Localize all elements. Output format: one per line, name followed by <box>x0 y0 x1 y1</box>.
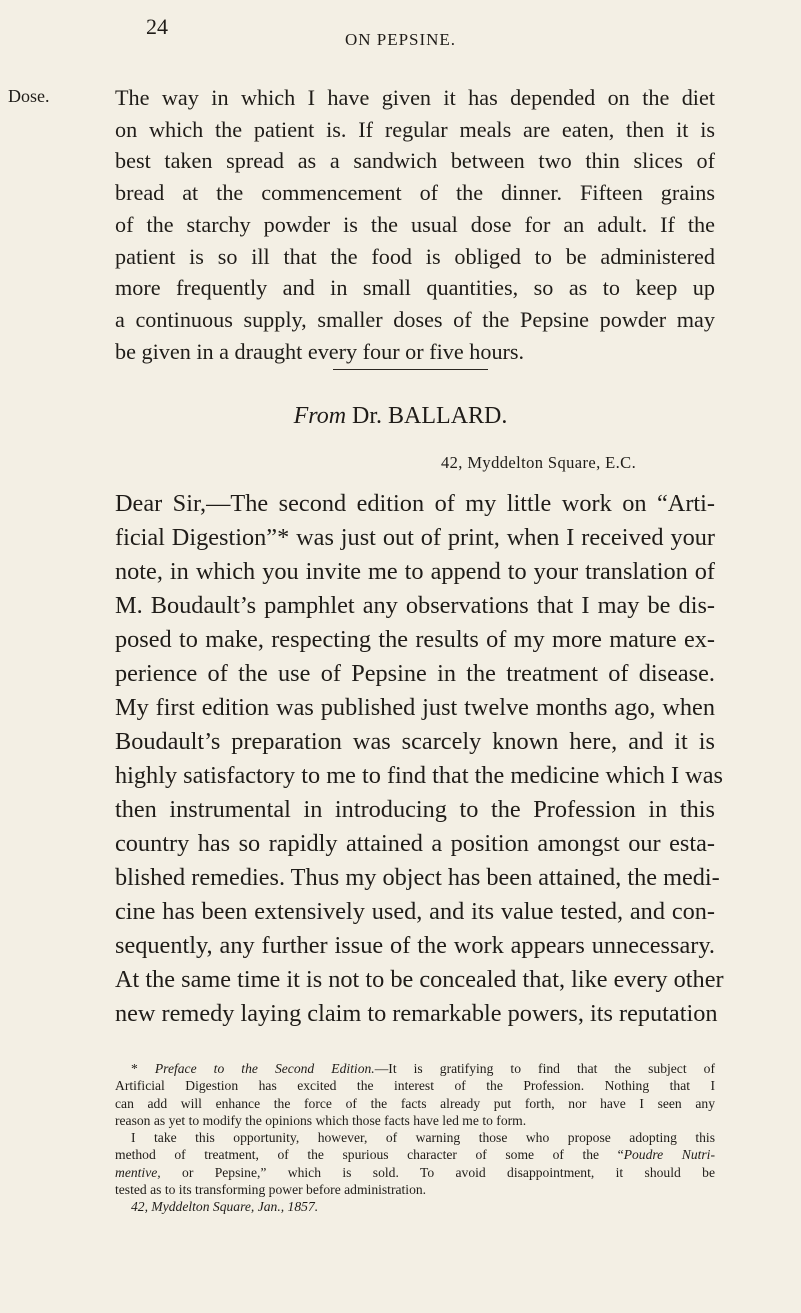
text-line: best taken spread as a sandwich between two thin slices of <box>115 148 715 174</box>
footnote-title: Preface to the Second Edition. <box>154 1061 375 1076</box>
text-line: cine has been extensively used, and its value tested, and con- <box>115 898 715 925</box>
text-line: M. Boudault’s pamphlet any observations that I may be dis- <box>115 592 715 619</box>
footnote-line: Artificial Digestion has excited the interest of the Profession. Nothing that I <box>115 1078 715 1094</box>
footnote-line: reason as yet to modify the opinions which those facts have led me to form. <box>115 1112 527 1128</box>
section-divider <box>333 369 488 370</box>
text-line: be given in a draught every four or five hours. <box>115 338 525 364</box>
running-head: ON PEPSINE. <box>344 30 457 49</box>
footnote <box>115 1060 715 1216</box>
text-line: note, in which you invite me to append to your translation of <box>115 558 715 585</box>
page-number: 24 <box>146 14 168 39</box>
text-line: then instrumental in introducing to the Profession in this <box>115 796 715 823</box>
letter-address: 42, Myddelton Square, E.C. <box>441 453 637 472</box>
from-prefix: From <box>293 403 347 429</box>
text-line: of the starchy powder is the usual dose for an adult. If the <box>115 211 715 237</box>
paragraph-letter <box>115 487 724 1031</box>
footnote-line: method of treatment, of the spurious character of some of the “Poudre Nutri- <box>115 1147 715 1163</box>
footnote-signoff: 42, Myddelton Square, Jan., 1857. <box>131 1199 319 1215</box>
text-line: sequently, any further issue of the work appears unnecessary. <box>115 932 715 959</box>
text-line: The way in which I have given it has depended on the diet <box>115 85 715 110</box>
text-line: country has so rapidly attained a position amongst our esta- <box>115 830 715 857</box>
text-line: blished remedies. Thus my object has been attained, the medi- <box>115 864 720 891</box>
footnote-line: tested as to its transforming power before administration. <box>115 1182 427 1198</box>
footnote-line: * Preface to the Second Edition.—It is gratifying to find that the subject of <box>131 1061 715 1076</box>
text-line: on which the patient is. If regular meals are eaten, then it is <box>115 116 715 142</box>
footnote-line: can add will enhance the force of the facts already put forth, nor have I seen any <box>115 1095 715 1111</box>
text-line: Dear Sir,—The second edition of my little work on “Arti- <box>115 490 715 517</box>
footnote-line: I take this opportunity, however, of warning those who propose adopting this <box>131 1130 715 1146</box>
text-line: highly satisfactory to me to find that the medicine which I was <box>115 762 723 789</box>
paragraph-dose <box>115 82 715 367</box>
text-line: patient is so ill that the food is obliged to be administered <box>115 243 715 269</box>
footnote-line: mentive, or Pepsine,” which is sold. To avoid disappointment, it should be <box>115 1164 715 1180</box>
text-line: a continuous supply, smaller doses of the Pepsine powder may <box>115 306 715 332</box>
margin-note: Dose. <box>8 86 50 106</box>
footnote-marker: * <box>131 1061 138 1076</box>
text-line: My first edition was published just twelve months ago, when <box>115 694 715 721</box>
text-line: more frequently and in small quantities, so as to keep up <box>115 275 715 301</box>
text-line: Boudault’s preparation was scarcely known here, and it is <box>115 728 715 755</box>
text-line: new remedy laying claim to remarkable powers, its reputation <box>115 1000 718 1027</box>
from-name: Dr. BALLARD. <box>352 403 508 429</box>
text-line: At the same time it is not to be concealed that, like every other <box>115 966 724 993</box>
text-line: bread at the commencement of the dinner. Fifteen grains <box>115 180 715 206</box>
text-line: perience of the use of Pepsine in the treatment of disease. <box>115 660 715 687</box>
text-line: ficial Digestion”* was just out of print, when I received your <box>115 524 715 551</box>
letter-heading <box>0 403 801 430</box>
text-line: posed to make, respecting the results of my more mature ex- <box>115 626 715 653</box>
